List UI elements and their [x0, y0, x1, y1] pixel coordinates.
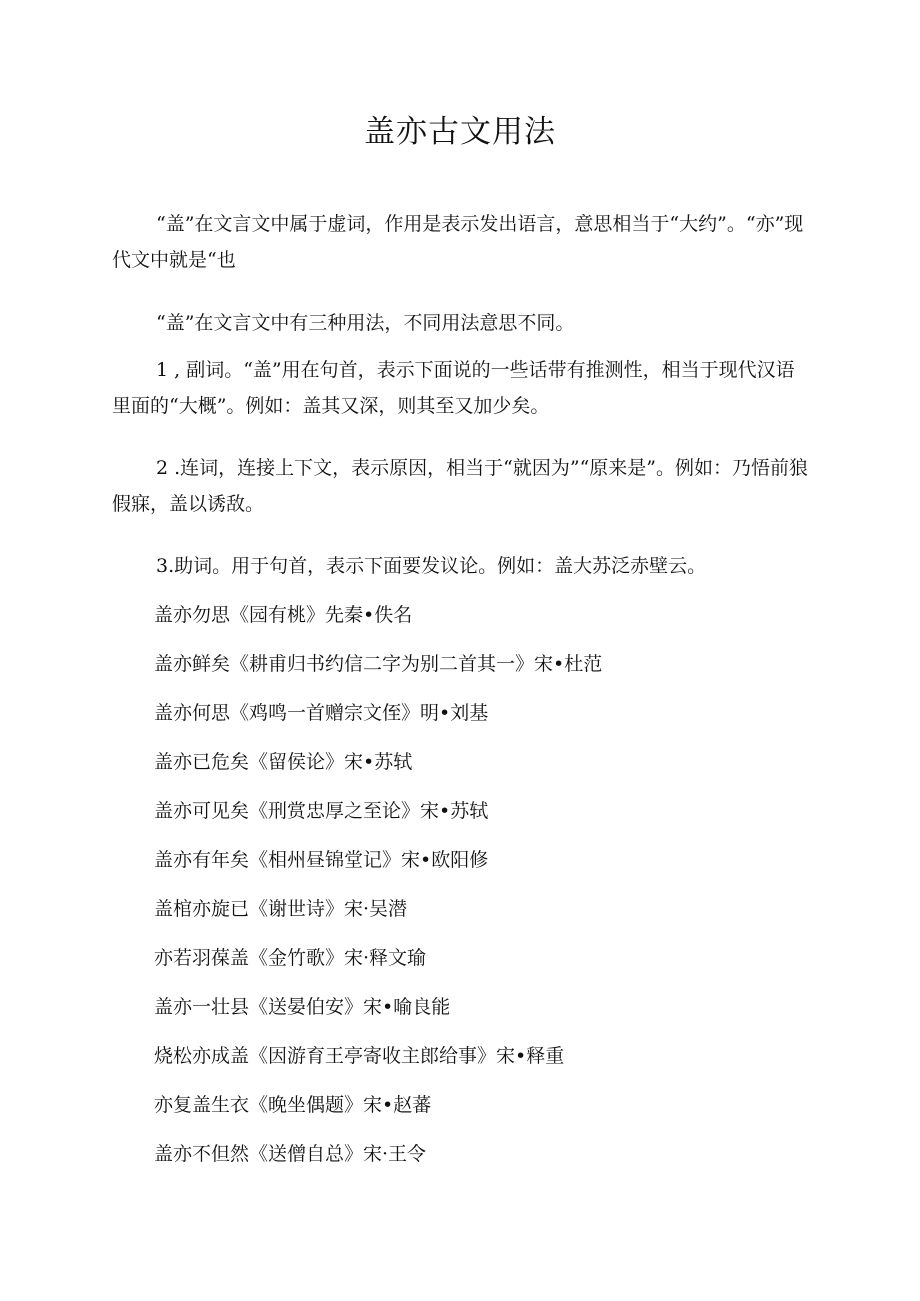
quote-item: 盖亦已危矣《留侯论》宋•苏轼	[154, 751, 413, 773]
quote-item: 盖棺亦旋已《谢世诗》宋·吴潜	[154, 898, 408, 920]
quote-item: 盖亦鲜矣《耕甫归书约信二字为别二首其一》宋•杜范	[154, 653, 603, 675]
quote-item: 盖亦何思《鸡鸣一首赠宗文侄》明•刘基	[154, 702, 489, 724]
usage-conjunction-paragraph: 2 .连词，连接上下文，表示原因，相当于“就因为”“原来是”。例如：乃悟前狼假寐，盖以诱敌。	[112, 457, 809, 515]
intro-paragraph: “盖”在文言文中属于虚词，作用是表示发出语言，意思相当于“大约”。“亦”现代文中就是“也	[112, 213, 804, 271]
usage-particle-paragraph: 3.助词。用于句首，表示下面要发议论。例如：盖大苏泛赤壁云。	[156, 555, 707, 577]
quote-item: 亦复盖生衣《晚坐偶题》宋•赵蕃	[154, 1094, 432, 1116]
quote-item: 盖亦有年矣《相州昼锦堂记》宋•欧阳修	[154, 849, 489, 871]
quote-item: 盖亦可见矣《刑赏忠厚之至论》宋•苏轼	[154, 800, 489, 822]
quote-item: 亦若羽葆盖《金竹歌》宋·释文瑜	[154, 947, 427, 969]
quote-list	[154, 597, 834, 1185]
quote-item: 盖亦不但然《送僧自总》宋·王令	[154, 1143, 427, 1165]
quote-item: 盖亦一壮县《送晏伯安》宋•喻良能	[154, 996, 451, 1018]
usage-summary-paragraph: “盖”在文言文中有三种用法，不同用法意思不同。	[156, 312, 575, 334]
page-title: 盖亦古文用法	[364, 114, 556, 150]
quote-item: 盖亦勿思《园有桃》先秦•佚名	[154, 604, 413, 626]
quote-item: 烧松亦成盖《因游育王亭寄收主郎给事》宋•释重	[154, 1045, 565, 1067]
usage-adverb-paragraph: 1 , 副词。“盖”用在句首，表示下面说的一些话带有推测性，相当于现代汉语里面的“大概”。例如：盖其又深，则其至又加少矣。	[112, 359, 795, 417]
